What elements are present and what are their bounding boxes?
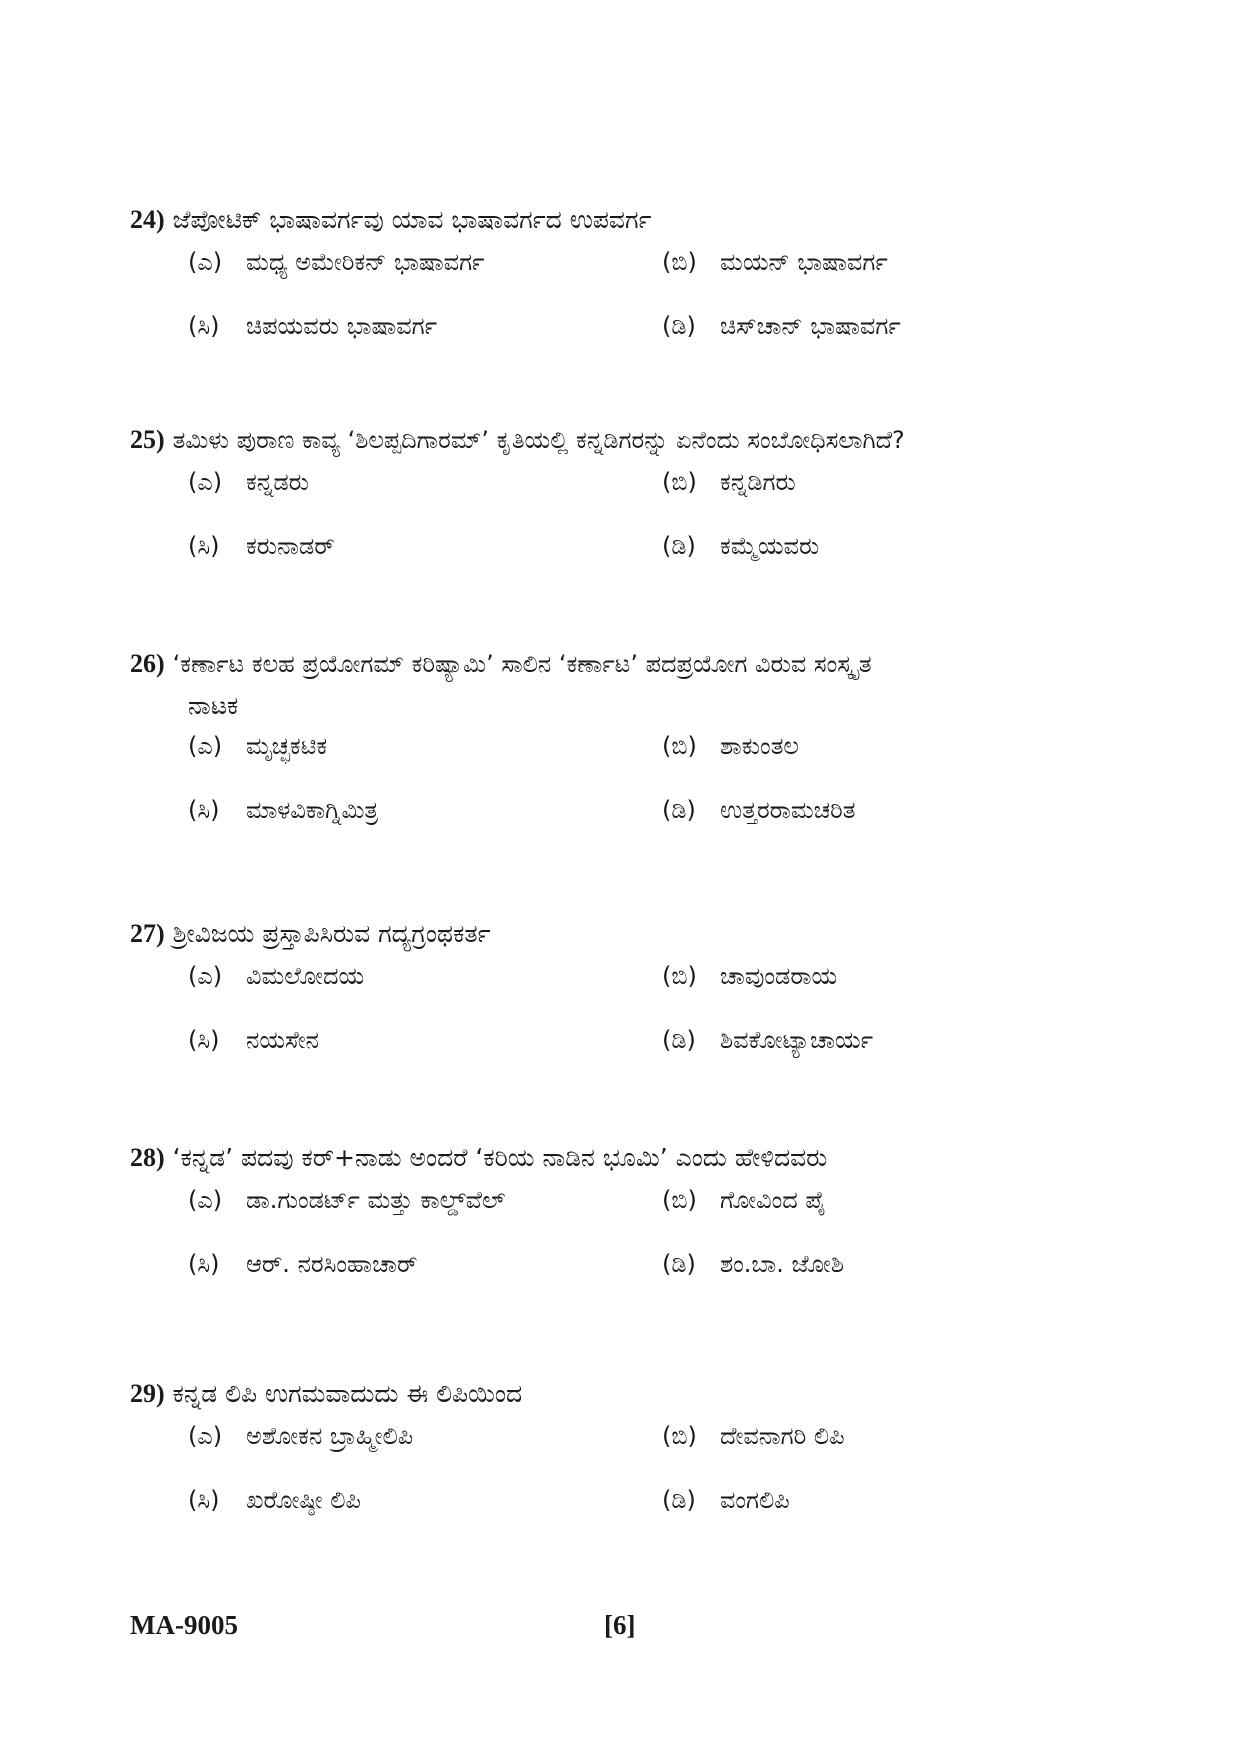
option-label: (ಸಿ): [188, 1026, 220, 1054]
question-27: [130, 912, 1120, 1084]
question-number: 29): [130, 1379, 165, 1408]
question-25: [130, 418, 1120, 590]
question-26: [130, 642, 1120, 854]
option-text: ವಿಮಲೋದಯ: [246, 962, 365, 990]
question-number: 24): [130, 205, 165, 234]
question-number: 27): [130, 919, 165, 948]
option-label: (ಡಿ): [662, 796, 696, 824]
option-text: ಆರ್. ನರಸಿಂಹಾಚಾರ್: [246, 1250, 418, 1278]
question-text: ‘ಕನ್ನಡ’ ಪದವು ಕರ್+ನಾಡು ಅಂದರೆ ‘ಕರಿಯ ನಾಡಿನ ಭೂಮಿ’ ಎಂದು ಹೇಳಿದವರು: [172, 1143, 828, 1172]
option-d: [662, 306, 901, 346]
option-d: [662, 1244, 844, 1284]
option-text: ಕರುನಾಡರ್: [246, 532, 335, 560]
question-stem: [130, 418, 1120, 462]
option-row: [130, 1180, 1120, 1244]
option-a: [188, 242, 484, 282]
option-c: [188, 1020, 319, 1060]
option-text: ಚಿಪಯವರು ಭಾಷಾವರ್ಗ: [246, 312, 438, 340]
option-b: [662, 242, 888, 282]
option-label: (ಸಿ): [188, 796, 220, 824]
option-row: [130, 790, 1120, 854]
option-c: [188, 1244, 417, 1284]
question-text: ಕನ್ನಡ ಲಿಪಿ ಉಗಮವಾದುದು ಈ ಲಿಪಿಯಿಂದ: [172, 1379, 523, 1408]
option-text: ಉತ್ತರರಾಮಚರಿತ: [720, 796, 856, 824]
option-label: (ಡಿ): [662, 312, 696, 340]
option-row: [130, 526, 1120, 590]
option-row: [130, 726, 1120, 790]
option-text: ಕಮ್ಮೆಯವರು: [720, 532, 820, 560]
option-label: (ಸಿ): [188, 1486, 220, 1514]
question-text: ತಮಿಳು ಪುರಾಣ ಕಾವ್ಯ ‘ಶಿಲಪ್ಪದಿಗಾರಮ್’ ಕೃತಿಯಲ್ಲಿ ಕನ್ನಡಿಗರನ್ನು ಏನೆಂದು ಸಂಬೋಧಿಸಲಾಗಿದೆ?: [172, 426, 905, 454]
question-24: [130, 198, 1120, 370]
question-stem: [130, 912, 1120, 956]
option-label: (ಎ): [188, 962, 223, 990]
option-label: (ಡಿ): [662, 1250, 696, 1278]
option-row: [130, 462, 1120, 526]
option-a: [188, 956, 364, 996]
option-label: (ಬಿ): [662, 1422, 697, 1450]
option-row: [130, 1244, 1120, 1308]
option-text: ಮಾಳವಿಕಾಗ್ನಿಮಿತ್ರ: [246, 796, 379, 824]
option-label: (ಬಿ): [662, 248, 697, 276]
option-text: ಚಾವುಂಡರಾಯ: [720, 962, 838, 990]
question-stem: [130, 198, 1120, 242]
option-c: [188, 790, 378, 830]
question-stem: [130, 1372, 1120, 1416]
paper-code: MA-9005: [130, 1610, 238, 1640]
option-text: ಶಾಕುಂತಲ: [720, 732, 799, 760]
option-text: ಡಾ.ಗುಂಡರ್ಟ್ ಮತ್ತು ಕಾಲ್ಡ್‌ವೆಲ್: [246, 1186, 506, 1214]
option-b: [662, 1416, 845, 1456]
option-a: [188, 462, 309, 502]
option-label: (ಬಿ): [662, 962, 697, 990]
option-text: ಮಧ್ಯ ಅಮೇರಿಕನ್ ಭಾಷಾವರ್ಗ: [246, 248, 485, 276]
option-label: (ಬಿ): [662, 1186, 697, 1214]
option-row: [130, 1020, 1120, 1084]
option-text: ಶಿವಕೋಟ್ಯಾಚಾರ್ಯ: [720, 1026, 874, 1054]
option-text: ಮೃಚ್ಛಕಟಿಕ: [246, 732, 328, 760]
option-text: ಕನ್ನಡಿಗರು: [720, 468, 796, 496]
option-label: (ಸಿ): [188, 1250, 220, 1278]
option-row: [130, 1480, 1120, 1544]
question-stem: [130, 642, 1120, 686]
question-text: ಶ್ರೀವಿಜಯ ಪ್ರಸ್ತಾಪಿಸಿರುವ ಗದ್ಯಗ್ರಂಥಕರ್ತ: [172, 919, 491, 948]
option-c: [188, 1480, 361, 1520]
option-c: [188, 526, 335, 566]
option-text: ಗೋವಿಂದ ಪೈ: [720, 1186, 826, 1214]
option-label: (ಎ): [188, 248, 223, 276]
option-b: [662, 1180, 826, 1220]
option-a: [188, 1416, 413, 1456]
page-number: [6]: [604, 1610, 636, 1640]
option-d: [662, 1480, 790, 1520]
question-number: 26): [130, 649, 165, 678]
option-b: [662, 462, 796, 502]
option-label: (ಎ): [188, 1422, 223, 1450]
option-label: (ಸಿ): [188, 532, 220, 560]
option-label: (ಬಿ): [662, 468, 697, 496]
option-d: [662, 1020, 873, 1060]
option-text: ನಯಸೇನ: [246, 1026, 320, 1054]
option-d: [662, 526, 819, 566]
option-row: [130, 306, 1120, 370]
option-label: (ಬಿ): [662, 732, 697, 760]
question-text: ಜೆಪೋಟಿಕ್ ಭಾಷಾವರ್ಗವು ಯಾವ ಭಾಷಾವರ್ಗದ ಉಪವರ್ಗ: [172, 205, 652, 234]
option-text: ಚಿಸ್‌ಚಾನ್ ಭಾಷಾವರ್ಗ: [720, 312, 901, 340]
option-d: [662, 790, 855, 830]
option-row: [130, 242, 1120, 306]
option-a: [188, 1180, 505, 1220]
question-29: [130, 1372, 1120, 1544]
question-number: 25): [130, 425, 165, 454]
option-label: (ಡಿ): [662, 1026, 696, 1054]
option-label: (ಎ): [188, 732, 223, 760]
option-text: ಅಶೋಕನ ಬ್ರಾಹ್ಮೀಲಿಪಿ: [246, 1422, 414, 1450]
option-a: [188, 726, 327, 766]
option-label: (ಸಿ): [188, 312, 220, 340]
option-row: [130, 956, 1120, 1020]
option-text: ವಂಗಲಿಪಿ: [720, 1486, 790, 1514]
question-28: [130, 1136, 1120, 1308]
option-text: ಕನ್ನಡರು: [246, 468, 309, 496]
option-c: [188, 306, 437, 346]
option-b: [662, 956, 837, 996]
option-text: ದೇವನಾಗರಿ ಲಿಪಿ: [720, 1422, 845, 1450]
option-label: (ಡಿ): [662, 532, 696, 560]
option-text: ಖರೋಷ್ಠೀ ಲಿಪಿ: [246, 1486, 361, 1514]
option-label: (ಡಿ): [662, 1486, 696, 1514]
question-number: 28): [130, 1143, 165, 1172]
option-label: (ಎ): [188, 1186, 223, 1214]
option-text: ಮಯನ್ ಭಾಷಾವರ್ಗ: [720, 248, 888, 276]
question-text-continued: ನಾಟಕ: [188, 691, 239, 720]
option-b: [662, 726, 799, 766]
question-text: ‘ಕರ್ಣಾಟ ಕಲಹ ಪ್ರಯೋಗಮ್ ಕರಿಷ್ಯಾಮಿ’ ಸಾಲಿನ ‘ಕರ್ಣಾಟ’ ಪದಪ್ರಯೋಗ ವಿರುವ ಸಂಸ್ಕೃತ: [172, 650, 872, 678]
option-text: ಶಂ.ಬಾ. ಜೋಶಿ: [720, 1250, 844, 1278]
option-label: (ಎ): [188, 468, 223, 496]
question-stem: [130, 1136, 1120, 1180]
option-row: [130, 1416, 1120, 1480]
